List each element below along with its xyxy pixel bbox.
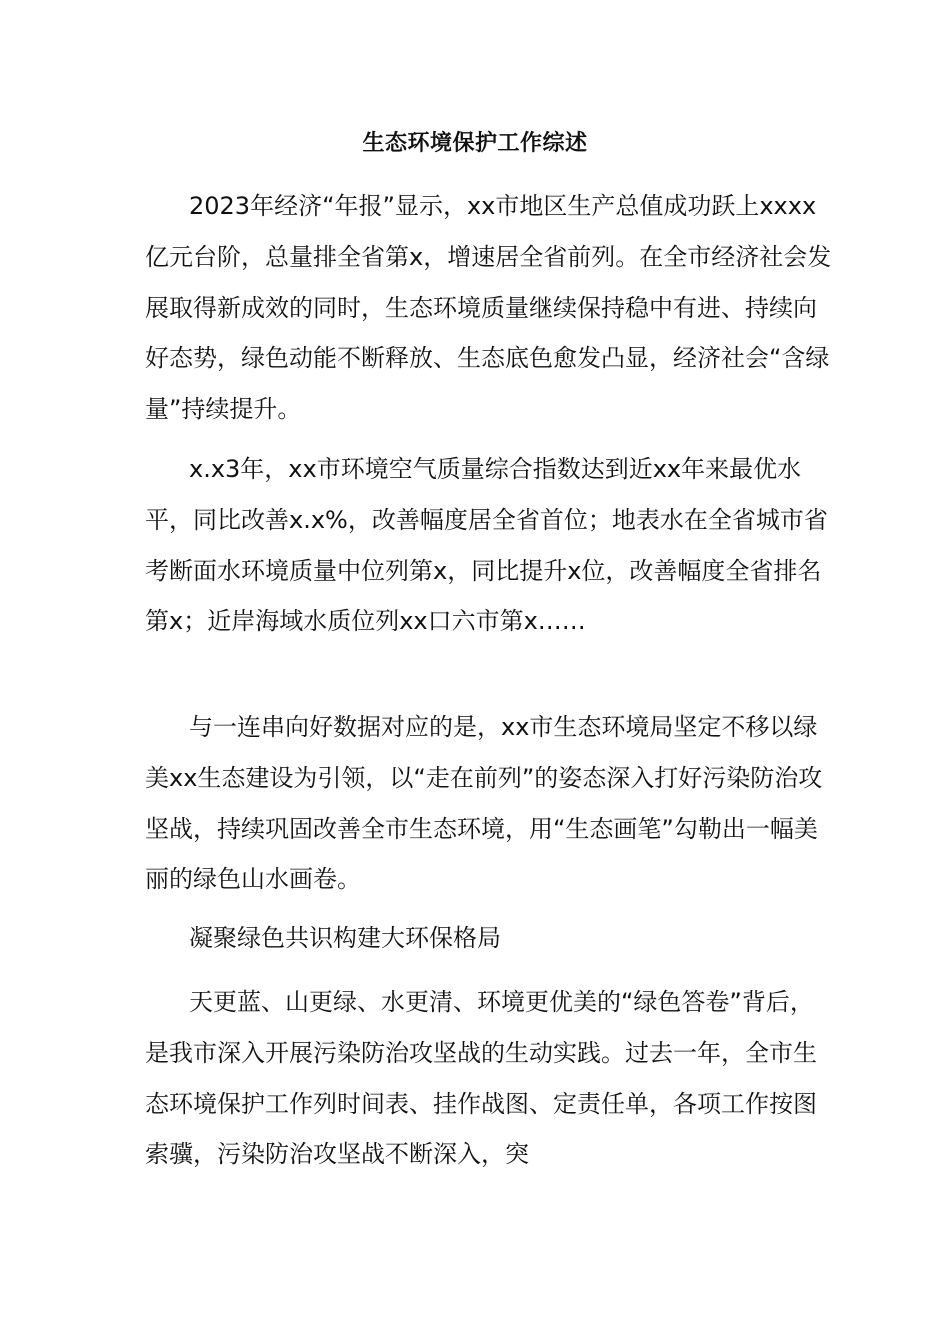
document-title: 生态环境保护工作综述	[362, 131, 588, 156]
section-heading-green-consensus: 凝聚绿色共识构建大环保格局	[189, 924, 501, 952]
paragraph-economy-report: 2023年经济“年报”显示，xx市地区生产总值成功跃上xxxx亿元台阶，总量排全省第x，增速居全省前列。在全市经济社会发展取得新成效的同时，生态环境质量继续保持稳中有进、持续向好态势，绿色动能不断释放、生态底色愈发凸显，经济社会“含绿量”持续提升。	[145, 192, 832, 424]
paragraph-green-answer: 天更蓝、山更绿、水更清、环境更优美的“绿色答卷”背后，是我市深入开展污染防治攻坚战的生动实践。过去一年，全市生态环境保护工作列时间表、挂作战图、定责任单，各项工作按图索骥，污染防治攻坚战不断深入，突	[145, 988, 817, 1169]
paragraph-bureau-efforts: 与一连串向好数据对应的是，xx市生态环境局坚定不移以绿美xx生态建设为引领，以“走在前列”的姿态深入打好污染防治攻坚战，持续巩固改善全市生态环境，用“生态画笔”勾勒出一幅美丽的绿色山水画卷。	[145, 713, 823, 894]
paragraph-environment-indicators: x.x3年，xx市环境空气质量综合指数达到近xx年来最优水平，同比改善x.x%，改善幅度居全省首位；地表水在全省城市省考断面水环境质量中位列第x，同比提升x位，改善幅度全省排名第x；近岸海域水质位列xx口六市第x……	[145, 455, 828, 636]
